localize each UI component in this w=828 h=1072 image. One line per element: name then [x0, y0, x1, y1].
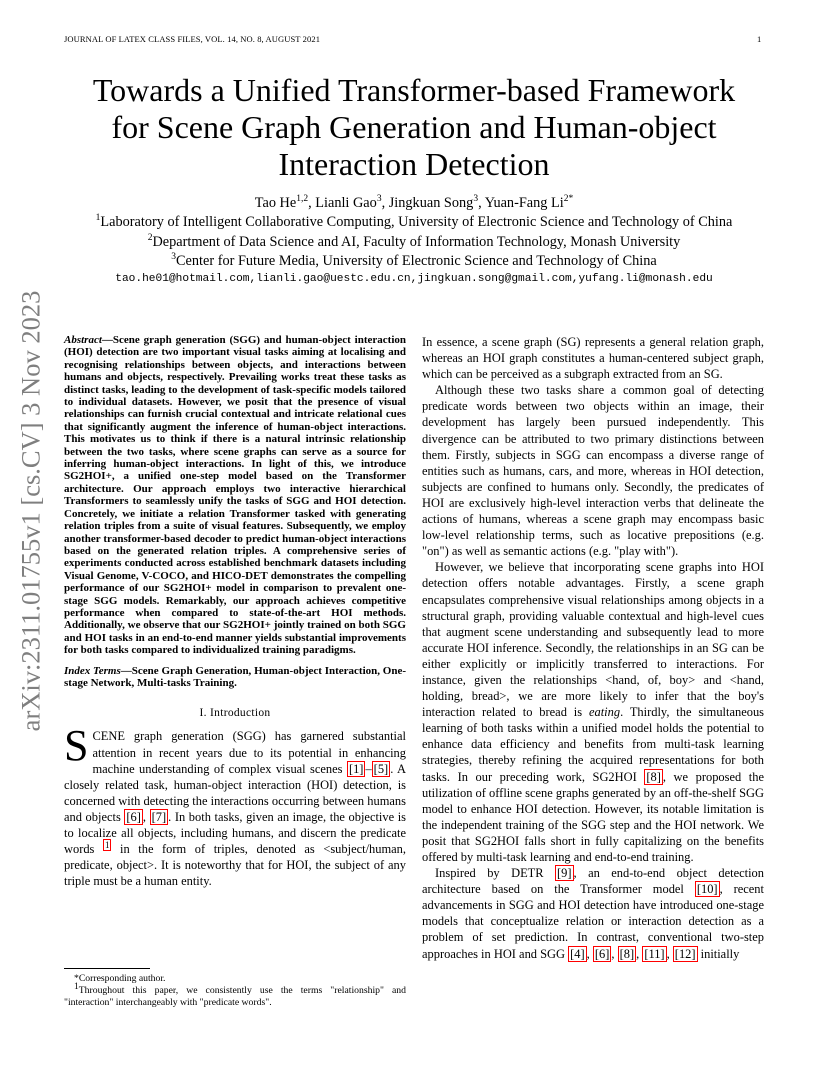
abstract	[64, 334, 406, 657]
abstract-text: —Scene graph generation (SGG) and human-object interaction (HOI) detection are two important visual tasks aiming at localising and recognising relationships between objects, and interactions between humans and objects, respectively. Prevailing works treat these tasks as distinct tasks, leading to the development of task-specific models tailored to individual datasets. However, we posit that the presence of visual relationships can furnish crucial contextual and intricate relational cues that significantly augment the inference of human-object interactions. This motivates us to think if there is a natural intrinsic relationship between the two tasks, where scene graphs can serve as a source for inferring human-object interactions. In light of this, we introduce SG2HOI+, a unified one-step model based on the Transformer architecture. Our approach employs two interactive hierarchical Transformers to seamlessly unify the tasks of SGG and HOI detection. Concretely, we initiate a relation Transformer tasked with generating relation triples from a suite of visual features. Subsequently, we employ another transformer-based decoder to predict human-object interactions based on the generated relation triples. A comprehensive series of experiments conducted across established benchmark datasets including Visual Genome, V-COCO, and HICO-DET demonstrates the compelling performance of our SG2HOI+ model in comparison to prevalent one-stage SGG models. Remarkably, our approach achieves competitive performance when compared to state-of-the-art HOI methods. Additionally, we observe that our SG2HOI+ jointly trained on both SGG and HOI tasks in an end-to-end manner yields substantial improvements for both tasks compared to individualized training paradigms.	[64, 334, 406, 657]
affiliation-sup: 1	[95, 213, 101, 224]
arxiv-sidebar	[14, 286, 48, 736]
left-column	[64, 334, 406, 890]
intro-paragraph	[422, 559, 764, 865]
text-run: in the form of triples, denoted as <subject/human, predicate, object>. It is noteworthy that for HOI, the subject of any triple must be a human entity.	[64, 842, 406, 889]
paper-title	[40, 72, 788, 183]
footnote-link[interactable]: 1	[104, 840, 110, 851]
footnote-text: Throughout this paper, we consistently use the terms "relationship" and "interaction" interchangeably with "predicate words".	[64, 985, 406, 1008]
text-run: . Thirdly, the simultaneous learning of both tasks within a unified model holds the potential to enhance data efficiency and benefits from multi-task learning strategies, thereby refining the acquired representations for both tasks. In our preceding work, SG2HOI	[422, 705, 764, 784]
affiliation-sup: 3	[171, 252, 177, 263]
affiliation	[40, 233, 788, 252]
citation-link[interactable]: [5]	[373, 761, 389, 776]
text-run: . In both tasks, given an image, the objective is to localize all objects, including humans, and discern the predicate words	[64, 809, 407, 857]
author-sup: 2*	[563, 194, 574, 205]
footnote-1	[64, 981, 406, 1009]
intro-paragraph: In essence, a scene graph (SG) represents a general relation graph, whereas an HOI graph constitutes a human-centered subject graph, which can be perceived as a subgraph extracted from an SG.	[422, 335, 764, 382]
author-separator: ,	[381, 195, 389, 211]
text-run: CENE graph generation (SGG) has garnered substantial attention in recent years due to its potential in enhancing machine understanding of complex visual scenes	[92, 729, 406, 776]
text-run: However, we believe that incorporating scene graphs into HOI detection offers notable advantages. Firstly, a scene graph encapsulates comprehensive visual relationships among objects in a structural graph, providing valuable contextual and high-level cues that augment scene understanding and subsequently lead to more accurate HOI inference. Secondly, the relationships in an SG can be either explicitly or implicitly transferred to interactions. For instance, given the relationships <hand, of, boy> and <hand, holding, bread>, we are more likely to infer that the boy's interaction related to bread is	[422, 560, 764, 720]
text-run: ,	[611, 946, 618, 961]
arxiv-id: arXiv:2311.01755v1 [cs.CV] 3 Nov 2023	[15, 290, 46, 732]
citation-link[interactable]: [4]	[570, 946, 585, 961]
citation-link[interactable]: [1]	[348, 761, 364, 776]
citation-link[interactable]: [7]	[151, 809, 167, 824]
index-terms-text: —Scene Graph Generation, Human-object Interaction, One-stage Network, Multi-tasks Training.	[64, 664, 406, 689]
author-name: Tao He	[254, 195, 297, 211]
footnote-rule	[64, 968, 150, 969]
text-run: ,	[142, 809, 150, 824]
author-separator: ,	[308, 195, 316, 211]
citation-link[interactable]: [11]	[644, 946, 665, 961]
citation-link[interactable]: [8]	[619, 946, 635, 961]
citation-link[interactable]: [8]	[646, 769, 661, 784]
text-run: initially	[697, 946, 740, 961]
affiliation	[40, 213, 788, 232]
text-run: ,	[666, 946, 673, 961]
intro-paragraph	[64, 721, 407, 889]
text-run: , recent advancements in SGG and HOI detection have introduced one-stage models that conceptualize relation or interaction detection as a problem of set prediction. In contrast, conventional two-step approaches in HOI and SGG	[422, 882, 764, 961]
affiliation-sup: 2	[147, 232, 153, 243]
intro-paragraph	[422, 865, 764, 962]
affiliation-text: Center for Future Media, University of Electronic Science and Technology of China	[176, 252, 657, 269]
footnote-sup: 1	[74, 981, 79, 992]
text-run: , we proposed the utilization of offline scene graphs generated by an off-the-shelf SGG model to enhance HOI detection. However, its notable limitation is the independent training of the SGG step and the HOI network. We posit that SG2HOI falls short in fully capitalizing on the benefits offered by multi-task learning and end-to-end training.	[422, 769, 765, 864]
index-terms	[64, 665, 406, 690]
page-number: 1	[757, 34, 762, 44]
intro-paragraph: Although these two tasks share a common goal of detecting predicate words between two objects within an image, their development has largely been pursued independently. This divergence can be attributed to two primary distinctions between them. Firstly, subjects in SGG can encompass a diverse range of entities such as humans, cars, and more, whereas in HOI detection, subjects are confined to humans only. Secondly, the predicates of HOI are exclusively high-level interaction verbs that delineate the actions of humans, whereas a scene graph may encompass basic low-level relationship terms, such as locative prepositions (e.g. "on") as well as semantic actions (e.g. "play with").	[422, 383, 764, 559]
abstract-label: Abstract	[64, 334, 102, 346]
text-run: . A closely related task, human-object interaction (HOI) detection, is concerned with detecting the interactions occurring between humans and objects	[64, 761, 407, 824]
running-header: JOURNAL OF LATEX CLASS FILES, VOL. 14, NO. 8, AUGUST 2021	[64, 34, 321, 44]
affiliation-text: Laboratory of Intelligent Collaborative Computing, University of Electronic Science and Technology of China	[100, 214, 733, 231]
author-name: Lianli Gao	[315, 195, 377, 211]
text-run: ,	[586, 946, 593, 961]
citation-link[interactable]: [9]	[557, 866, 572, 881]
author-sup: 3	[473, 194, 479, 205]
citation-link[interactable]: [12]	[674, 946, 696, 961]
footnotes	[64, 968, 406, 1009]
footnote-corresponding: *Corresponding author.	[74, 973, 166, 984]
author-block	[40, 194, 788, 271]
title-line: Interaction Detection	[278, 146, 550, 182]
section-numeral: I.	[199, 707, 207, 720]
affiliation	[40, 252, 788, 271]
drop-cap: S	[64, 721, 89, 771]
text-run: , an end-to-end object detection architecture based on the Transformer model	[422, 866, 764, 897]
section-heading	[64, 705, 406, 721]
title-line: Towards a Unified Transformer-based Framework	[92, 72, 736, 108]
affiliation-text: Department of Data Science and AI, Faculty of Information Technology, Monash University	[152, 233, 681, 250]
author-sup: 3	[376, 194, 382, 205]
title-line: for Scene Graph Generation and Human-object	[111, 109, 717, 145]
text-run: –	[365, 761, 372, 776]
author-name: Yuan-Fang Li	[484, 195, 564, 211]
citation-link[interactable]: [6]	[126, 809, 141, 824]
author-sup: 1,2	[296, 194, 309, 205]
text-run: Inspired by DETR	[435, 866, 555, 881]
text-run: ,	[636, 946, 643, 961]
section-title: Introduction	[210, 707, 271, 720]
right-column	[422, 334, 764, 962]
author-names	[40, 194, 788, 213]
author-name: Jingkuan Song	[388, 195, 474, 211]
author-separator: ,	[478, 195, 485, 211]
emphasis: eating	[588, 705, 621, 720]
citation-link[interactable]: [6]	[594, 946, 610, 961]
citation-link[interactable]: [10]	[696, 882, 718, 897]
index-terms-label: Index Terms	[64, 664, 121, 677]
author-emails: tao.he01@hotmail.com,lianli.gao@uestc.edu.cn,jingkuan.song@gmail.com,yufang.li@monash.edu	[115, 273, 713, 285]
